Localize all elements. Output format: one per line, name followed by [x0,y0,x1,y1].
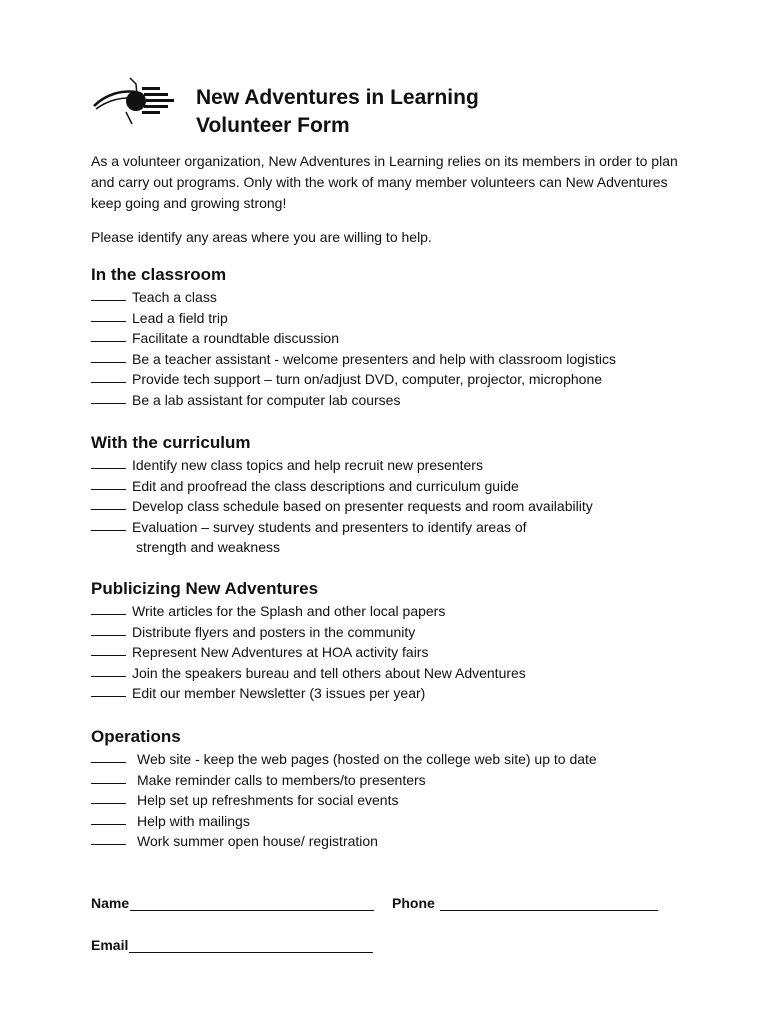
checkbox-blank[interactable] [91,810,126,825]
checkbox-blank[interactable] [91,600,126,615]
checkbox-blank[interactable] [91,641,126,656]
checkbox-blank[interactable] [91,621,126,636]
checkbox-blank[interactable] [91,662,126,677]
email-field [91,937,373,953]
list-item: Web site - keep the web pages (hosted on the college web site) up to date [91,749,711,770]
section-heading: Publicizing New Adventures [91,579,319,598]
list-item: Work summer open house/ registration [91,831,711,852]
list-item: Be a lab assistant for computer lab courses [91,390,711,411]
section-curriculum [91,432,711,558]
phone-input-line[interactable] [440,896,658,911]
list-item: Identify new class topics and help recruit new presenters [91,455,711,476]
phone-field [392,895,658,911]
checkbox-blank[interactable] [91,789,126,804]
name-label: Name [91,895,130,911]
checkbox-blank[interactable] [91,327,126,342]
section-operations [91,726,711,852]
list-item: Be a teacher assistant - welcome presenters and help with classroom logistics [91,349,711,370]
section-heading: Operations [91,727,181,746]
list-item: Teach a class [91,287,711,308]
list-item: Help with mailings [91,811,711,832]
title-line-1: New Adventures in Learning [196,86,479,109]
email-label: Email [91,937,129,953]
checkbox-blank[interactable] [91,368,126,383]
list-item: Join the speakers bureau and tell others about New Adventures [91,663,711,684]
checkbox-blank[interactable] [91,454,126,469]
list-item: Represent New Adventures at HOA activity fairs [91,642,711,663]
list-item: Make reminder calls to members/to presenters [91,770,711,791]
phone-label: Phone [392,895,435,911]
checkbox-blank[interactable] [91,516,126,531]
name-input-line[interactable] [130,896,374,911]
list-item: Write articles for the Splash and other local papers [91,601,711,622]
checkbox-blank[interactable] [91,348,126,363]
title-line-2: Volunteer Form [196,114,350,137]
list-item: Distribute flyers and posters in the community [91,622,711,643]
new-adventures-logo-icon [92,76,178,126]
email-input-line[interactable] [129,938,373,953]
checkbox-blank[interactable] [91,307,126,322]
checkbox-blank[interactable] [91,389,126,404]
list-item: Lead a field trip [91,308,711,329]
checkbox-blank[interactable] [91,830,126,845]
checkbox-blank[interactable] [91,748,126,763]
intro-paragraph: As a volunteer organization, New Adventures in Learning relies on its members in order to plan and carry out programs. Only with the work of many member volunteers can New Adventures keep going and growing strong! [91,153,678,211]
list-item: Help set up refreshments for social events [91,790,711,811]
form-title [196,84,479,140]
list-item: Edit and proofread the class descriptions and curriculum guide [91,476,711,497]
list-item: Provide tech support – turn on/adjust DVD, computer, projector, microphone [91,369,711,390]
list-item: Evaluation – survey students and presenters to identify areas of [91,517,711,538]
checkbox-blank[interactable] [91,286,126,301]
section-classroom [91,264,711,411]
list-item: Edit our member Newsletter (3 issues per year) [91,683,711,704]
instruction-prompt: Please identify any areas where you are willing to help. [91,229,432,245]
name-field [91,895,374,911]
section-heading: In the classroom [91,265,227,284]
checkbox-blank[interactable] [91,682,126,697]
list-item-continuation: strength and weakness [136,539,280,556]
checkbox-blank[interactable] [91,475,126,490]
checkbox-blank[interactable] [91,769,126,784]
list-item: Develop class schedule based on presenter requests and room availability [91,496,711,517]
section-publicizing [91,578,711,704]
section-heading: With the curriculum [91,433,251,452]
list-item: Facilitate a roundtable discussion [91,328,711,349]
checkbox-blank[interactable] [91,495,126,510]
